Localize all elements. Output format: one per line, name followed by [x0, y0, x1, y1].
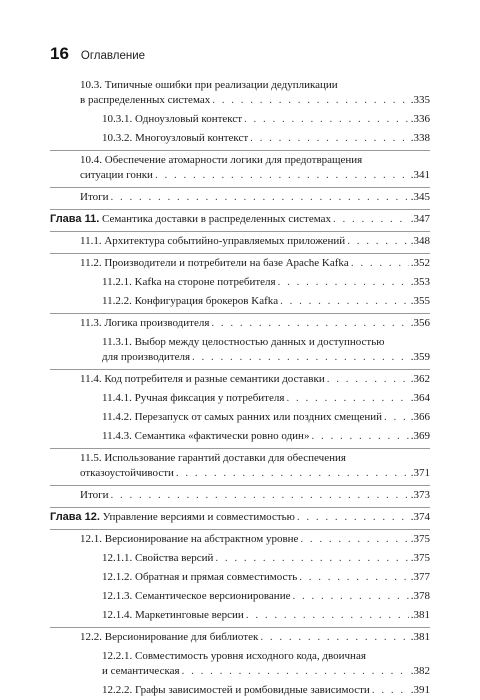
dot-leader	[372, 683, 409, 698]
dot-leader	[297, 510, 409, 525]
dot-leader	[192, 350, 409, 365]
toc-entry[interactable]	[50, 628, 430, 647]
toc-page-number: .338	[410, 132, 430, 144]
dot-leader	[260, 630, 408, 645]
dot-leader	[300, 532, 408, 547]
toc-entry-title: 11.2.1. Kafka на стороне потребителя	[102, 276, 276, 288]
toc-entry-title: Семантика доставки в распределенных системах	[102, 213, 332, 225]
toc-entry-title: Итоги	[80, 489, 109, 501]
table-of-contents	[50, 78, 430, 700]
toc-entry-title: 11.2.2. Конфигурация брокеров Kafka	[102, 295, 279, 307]
toc-entry-title: 12.1.1. Свойства версий	[102, 552, 214, 564]
page-header	[50, 44, 145, 64]
toc-chapter-entry[interactable]	[50, 508, 430, 530]
dot-leader	[212, 93, 409, 108]
toc-entry-title: 12.1.2. Обратная и прямая совместимость	[102, 571, 298, 583]
toc-page-number: .364	[410, 392, 430, 404]
toc-entry-text: 11.3.1. Выбор между целостностью данных и доступностью	[102, 336, 385, 348]
running-title: Оглавление	[80, 50, 146, 62]
toc-entry[interactable]	[50, 647, 430, 681]
dot-leader	[347, 234, 409, 249]
toc-entry-title: 11.1. Архитектура событийно-управляемых приложений	[80, 235, 346, 247]
toc-entry-title: 11.4.2. Перезапуск от самых ранних или поздних смещений	[102, 411, 382, 423]
toc-entry[interactable]	[50, 110, 430, 129]
toc-page-number: .369	[410, 430, 430, 442]
dot-leader	[384, 410, 409, 425]
toc-page-number: .377	[410, 571, 430, 583]
toc-page-number: .366	[410, 411, 430, 423]
toc-entry-title: ситуации гонки	[80, 169, 153, 181]
page-number: 16	[50, 44, 69, 63]
toc-entry[interactable]	[50, 530, 430, 549]
toc-page-number: .341	[410, 169, 430, 181]
toc-entry-title: Итоги	[80, 191, 109, 203]
dot-leader	[292, 589, 408, 604]
toc-entry[interactable]	[50, 78, 430, 110]
toc-page-number: .335	[410, 94, 430, 106]
toc-entry-title: 11.4. Код потребителя и разные семантики доставки	[80, 373, 325, 385]
dot-leader	[111, 190, 409, 205]
toc-entry-title: 12.1.4. Маркетинговые версии	[102, 609, 244, 621]
toc-page-number: .352	[410, 257, 430, 269]
toc-entry[interactable]	[50, 681, 430, 700]
dot-leader	[278, 275, 409, 290]
dot-leader	[250, 131, 409, 146]
toc-entry-title: 12.1. Версионирование на абстрактном уровне	[80, 533, 299, 545]
toc-page-number: .371	[410, 467, 430, 479]
toc-entry[interactable]	[50, 232, 430, 254]
dot-leader	[244, 112, 409, 127]
toc-entry-title: 10.3.2. Многоузловый контекст	[102, 132, 249, 144]
dot-leader	[327, 372, 409, 387]
toc-page-number: .382	[410, 665, 430, 677]
toc-entry[interactable]	[50, 549, 430, 568]
toc-page-number: .375	[410, 552, 430, 564]
toc-entry-title: 11.3. Логика производителя	[80, 317, 210, 329]
toc-entry[interactable]	[50, 486, 430, 508]
toc-entry-title: 10.3.1. Одноузловый контекст	[102, 113, 243, 125]
toc-page-number: .355	[410, 295, 430, 307]
toc-entry[interactable]	[50, 254, 430, 273]
dot-leader	[311, 429, 408, 444]
toc-entry-title: 12.2.2. Графы зависимостей и ромбовидные зависимости	[102, 684, 370, 696]
toc-page-number: .356	[410, 317, 430, 329]
toc-entry-text: 12.2.1. Совместимость уровня исходного кода, двоичная	[102, 650, 366, 662]
dot-leader	[286, 391, 408, 406]
toc-entry[interactable]	[50, 389, 430, 408]
toc-page-number: .391	[410, 684, 430, 696]
toc-page-number: .347	[410, 213, 430, 225]
toc-page-number: .345	[410, 191, 430, 203]
toc-entry[interactable]	[50, 408, 430, 427]
dot-leader	[333, 212, 409, 227]
toc-chapter-entry[interactable]	[50, 210, 430, 232]
toc-entry-title: Управление версиями и совместимостью	[102, 511, 295, 523]
toc-entry[interactable]	[50, 427, 430, 449]
toc-entry-text: 11.5. Использование гарантий доставки для обеспечения	[80, 452, 346, 464]
dot-leader	[155, 168, 409, 183]
dot-leader	[215, 551, 408, 566]
toc-entry[interactable]	[50, 370, 430, 389]
toc-page-number: .348	[410, 235, 430, 247]
dot-leader	[211, 316, 408, 331]
dot-leader	[299, 570, 409, 585]
toc-page-number: .381	[410, 609, 430, 621]
toc-entry[interactable]	[50, 292, 430, 314]
toc-entry[interactable]	[50, 449, 430, 486]
toc-entry-title: 11.2. Производители и потребители на базе Apache Kafka	[80, 257, 349, 269]
toc-page-number: .362	[410, 373, 430, 385]
toc-page-number: .381	[410, 631, 430, 643]
toc-entry[interactable]	[50, 333, 430, 370]
toc-page-number: .378	[410, 590, 430, 602]
toc-page-number: .359	[410, 351, 430, 363]
toc-entry-title: 12.1.3. Семантическое версионирование	[102, 590, 291, 602]
toc-page-number: .353	[410, 276, 430, 288]
dot-leader	[280, 294, 409, 309]
toc-entry-text: 10.4. Обеспечение атомарности логики для предотвращения	[80, 154, 363, 166]
toc-page-number: .373	[410, 489, 430, 501]
toc-entry[interactable]	[50, 568, 430, 587]
dot-leader	[351, 256, 409, 271]
dot-leader	[182, 664, 409, 679]
toc-entry[interactable]	[50, 606, 430, 628]
toc-entry[interactable]	[50, 151, 430, 188]
toc-page-number: .374	[410, 511, 430, 523]
toc-entry-title: 11.4.3. Семантика «фактически ровно один»	[102, 430, 310, 442]
dot-leader	[176, 466, 409, 481]
toc-entry-title: для производителя	[102, 351, 191, 363]
toc-entry-title: и семантическая	[102, 665, 180, 677]
toc-page-number: .375	[410, 533, 430, 545]
toc-entry[interactable]	[50, 587, 430, 606]
toc-entry-title: в распределенных системах	[80, 94, 211, 106]
toc-entry[interactable]	[50, 273, 430, 292]
dot-leader	[246, 608, 409, 623]
toc-entry-title: 12.2. Версионирование для библиотек	[80, 631, 259, 643]
chapter-label: Глава 11.	[50, 213, 100, 225]
toc-entry-title: 11.4.1. Ручная фиксация у потребителя	[102, 392, 285, 404]
toc-page-number: .336	[410, 113, 430, 125]
toc-entry[interactable]	[50, 188, 430, 210]
toc-entry-text: 10.3. Типичные ошибки при реализации дедупликации	[80, 79, 338, 91]
chapter-label: Глава 12.	[50, 511, 100, 523]
toc-entry[interactable]	[50, 314, 430, 333]
toc-entry[interactable]	[50, 129, 430, 151]
dot-leader	[111, 488, 409, 503]
toc-entry-title: отказоустойчивости	[80, 467, 174, 479]
